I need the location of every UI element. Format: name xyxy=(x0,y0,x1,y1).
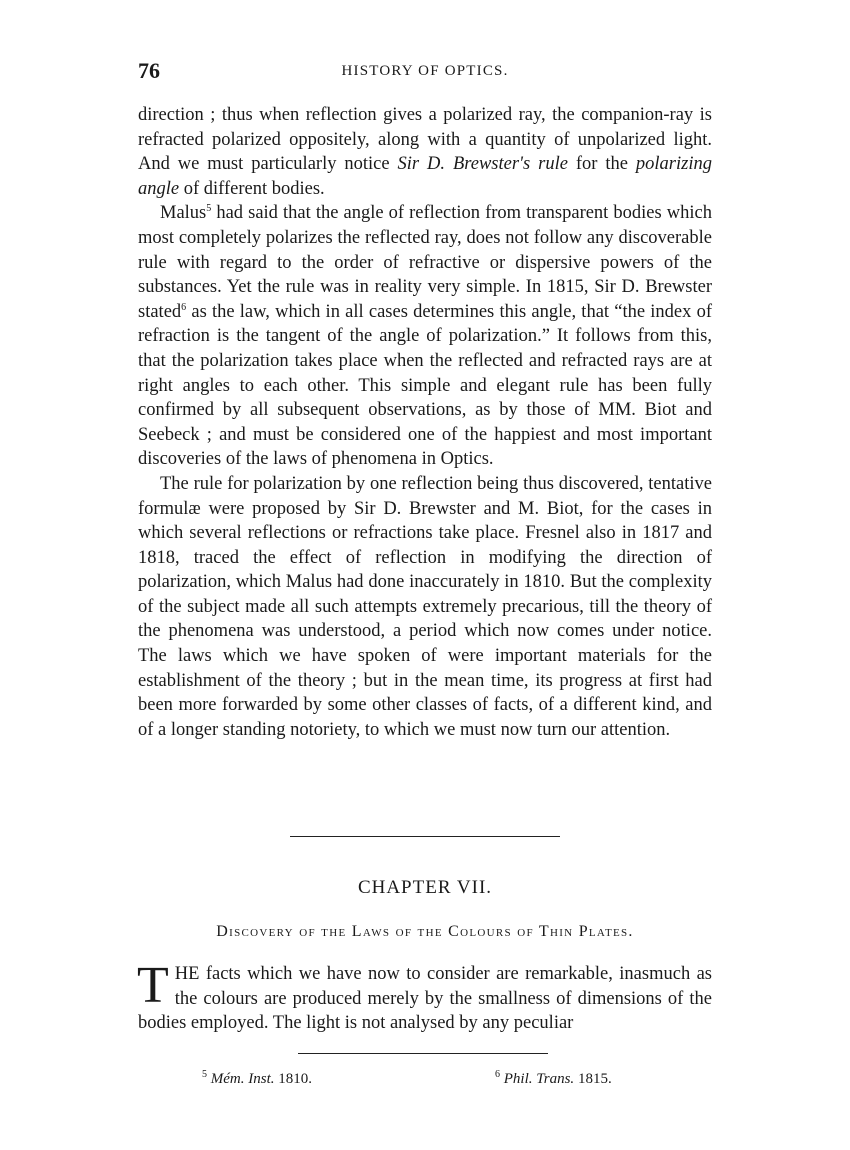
paragraph-1-text-b: for the xyxy=(567,154,636,175)
page-number: 76 xyxy=(138,58,160,83)
footnote-source-5: Mém. Inst. xyxy=(210,1071,275,1087)
footnote-ref-6[interactable]: 6 xyxy=(181,301,187,313)
footnote-divider xyxy=(298,1053,548,1054)
drop-cap: T xyxy=(137,957,169,1014)
paragraph-2-text-a: Malus xyxy=(160,203,207,224)
paragraph-2 xyxy=(138,201,712,472)
running-title: HISTORY OF OPTICS. xyxy=(341,63,509,79)
footnote-source-6: Phil. Trans. xyxy=(503,1071,575,1087)
body-text xyxy=(138,103,712,742)
footnote-ref-5[interactable]: 5 xyxy=(206,203,212,215)
chapter-title: CHAPTER VII. xyxy=(357,877,493,898)
chapter-subtitle: Discovery of the Laws of the Colours of Thin Plates. xyxy=(216,923,634,940)
chapter-opening xyxy=(137,957,712,1036)
paragraph-1-text-c: of different bodies. xyxy=(179,178,325,199)
section-divider xyxy=(290,836,560,837)
footnote-mark-5: 5 xyxy=(202,1069,207,1080)
paragraph-1-text-a: direction ; thus when reflection gives a polarized ray, the companion-ray is refracted polarized oppositely, along with a quantity of unpolarized light. And we must particularly notice xyxy=(138,105,712,175)
footnote-5 xyxy=(202,1071,312,1088)
chapter-paragraph xyxy=(137,957,712,1036)
paragraph-1 xyxy=(138,103,712,201)
chapter-paragraph-text: HE facts which we have now to consider are remarkable, inasmuch as the colours are produced merely by the smallness of dimensions of the bodies employed. The light is not analysed by any peculiar xyxy=(138,964,712,1034)
brewster-rule-term: Sir D. Brewster's rule xyxy=(397,154,568,175)
paragraph-3: The rule for polarization by one reflection being thus discovered, tentative formulæ were proposed by Sir D. Brewster and M. Biot, for the cases in which several reflections or refractions take place. Fresnel also in 1817 and 1818, traced the effect of reflection in modifying the direction of polarization, which Malus had done inaccurately in 1810. But the complexity of the subject made all such attempts extremely precarious, till the theory of the phenomena was understood, a period which now comes under notice. The laws which we have spoken of were important materials for the establishment of the theory ; but in the mean time, its progress at first had been more forwarded by some other classes of facts, of a different kind, and of a longer standing notoriety, to which we must now turn our attention. xyxy=(138,473,712,740)
footnote-6 xyxy=(495,1071,612,1088)
polarizing-angle-term: polarizing angle xyxy=(138,154,712,199)
footnote-year-5: 1810. xyxy=(278,1071,312,1087)
paragraph-2-text-b: had said that the angle of reflection from transparent bodies which most completely polarizes the reflected ray, does not follow any discoverable rule with regard to the order of refractive or dispersive powers of the substances. Yet the rule was in reality very simple. In 1815, Sir D. Brewster stated xyxy=(138,203,712,322)
paragraph-2-text-c: as the law, which in all cases determines this angle, that “the index of refraction is the tangent of the angle of polarization.” It follows from this, that the polarization takes place when the reflected and refracted rays are at right angles to each other. This simple and elegant rule has been fully confirmed by all subsequent observations, as by those of MM. Biot and Seebeck ; and must be considered one of the happiest and most important discoveries of the laws of phenomena in Optics. xyxy=(138,301,712,470)
running-head xyxy=(138,58,712,88)
footnote-mark-6: 6 xyxy=(495,1069,500,1080)
footnote-year-6: 1815. xyxy=(577,1071,612,1087)
